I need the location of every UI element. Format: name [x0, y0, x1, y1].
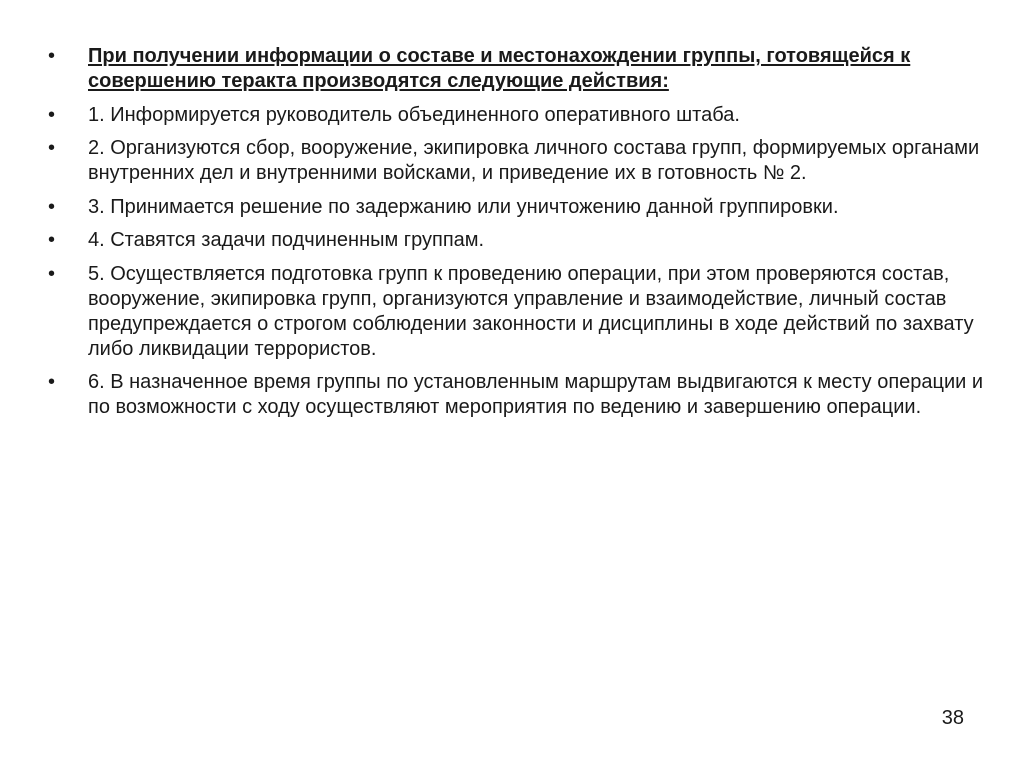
list-item-text: 5. Осуществляется подготовка групп к проведению операции, при этом проверяются состав, вооружение, экипировка групп, организуются управление и взаимодействие, личный состав предупреждается о строгом соблюдении законности и дисциплины в ходе действий по захвату либо ликвидации террористов. [88, 262, 974, 360]
bullet-list [48, 44, 988, 429]
list-item-text: 6. В назначенное время группы по установленным маршрутам выдвигаются к месту операции и по возможности с ходу осуществляют мероприятия по ведению и завершению операции. [88, 371, 984, 418]
bullet-icon: • [48, 371, 56, 393]
list-item-heading [48, 44, 988, 94]
list-item [48, 103, 988, 128]
bullet-icon: • [48, 45, 56, 67]
page-number: 38 [941, 707, 964, 729]
bullet-icon: • [48, 137, 56, 159]
list-item [48, 370, 988, 420]
bullet-icon: • [48, 103, 56, 126]
list-item-text: При получении информации о составе и местонахождении группы, готовящейся к совершению теракта производятся следующие действия: [88, 45, 911, 92]
list-item-text: 2. Организуются сбор, вооружение, экипировка личного состава групп, формируемых органами внутренних дел и внутренними войсками, и приведение их в готовность № 2. [88, 137, 980, 184]
list-item-text: 1. Информируется руководитель объединенного оперативного штаба. [88, 103, 740, 126]
list-item-text: 3. Принимается решение по задержанию или уничтожению данной группировки. [88, 195, 839, 218]
bullet-icon: • [48, 195, 56, 218]
list-item [48, 228, 988, 253]
bullet-icon: • [48, 262, 56, 285]
list-item [48, 136, 988, 186]
list-item-text: 4. Ставятся задачи подчиненным группам. [88, 229, 485, 251]
list-item [48, 262, 988, 362]
bullet-icon: • [48, 229, 56, 251]
list-item [48, 195, 988, 220]
